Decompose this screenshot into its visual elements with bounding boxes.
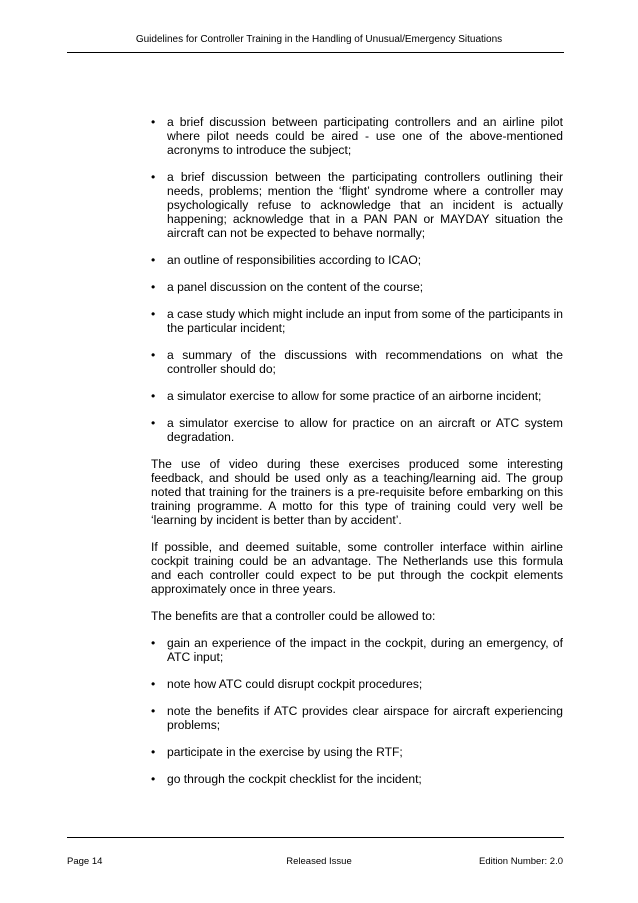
bullet-list-benefits <box>151 636 563 786</box>
list-item: • participate in the exercise by using the RTF; <box>151 745 563 759</box>
list-item: • note the benefits if ATC provides clear airspace for aircraft experiencing problems; <box>151 704 563 732</box>
list-item: • gain an experience of the impact in the cockpit, during an emergency, of ATC input; <box>151 636 563 664</box>
paragraph-video-use: The use of video during these exercises produced some interesting feedback, and should be used only as a teaching/learning aid. The group noted that training for the trainers is a pre-requisite before embarking on this training programme. A motto for this type of training could very well be ‘learning by incident is better than by accident’. <box>151 457 563 527</box>
list-item: • note how ATC could disrupt cockpit procedures; <box>151 677 563 691</box>
list-item: • go through the cockpit checklist for the incident; <box>151 772 563 786</box>
paragraph-benefits-intro: The benefits are that a controller could be allowed to: <box>151 609 436 623</box>
list-item: • a simulator exercise to allow for practice on an aircraft or ATC system degradation. <box>151 416 563 444</box>
footer-edition-number: Edition Number: 2.0 <box>479 856 563 867</box>
footer-page-number: Page 14 <box>67 856 103 867</box>
footer-release-status: Released Issue <box>286 856 352 867</box>
list-item: • a case study which might include an input from some of the participants in the particular incident; <box>151 307 563 335</box>
list-item: • a brief discussion between the participating controllers outlining their needs, problems; mention the ‘flight’ syndrome where a controller may psychologically refuse to acknowledge that an incident is actually happening; acknowledge that in a PAN PAN or MAYDAY situation the aircraft can not be expected to behave normally; <box>151 170 563 240</box>
list-item: • a panel discussion on the content of the course; <box>151 280 563 294</box>
header-rule <box>67 52 564 53</box>
footer-rule <box>67 837 564 838</box>
list-item: • a simulator exercise to allow for some practice of an airborne incident; <box>151 389 563 403</box>
bullet-list-activities <box>151 115 563 444</box>
page-header-title: Guidelines for Controller Training in the Handling of Unusual/Emergency Situations <box>135 34 503 45</box>
document-body <box>151 115 563 799</box>
paragraph-cockpit-interface: If possible, and deemed suitable, some controller interface within airline cockpit training could be an advantage. The Netherlands use this formula and each controller could expect to be put through the cockpit elements approximately once in three years. <box>151 540 563 596</box>
list-item: • a summary of the discussions with recommendations on what the controller should do; <box>151 348 563 376</box>
list-item: • a brief discussion between participating controllers and an airline pilot where pilot needs could be aired - use one of the above-mentioned acronyms to introduce the subject; <box>151 115 563 157</box>
list-item: • an outline of responsibilities according to ICAO; <box>151 253 563 267</box>
